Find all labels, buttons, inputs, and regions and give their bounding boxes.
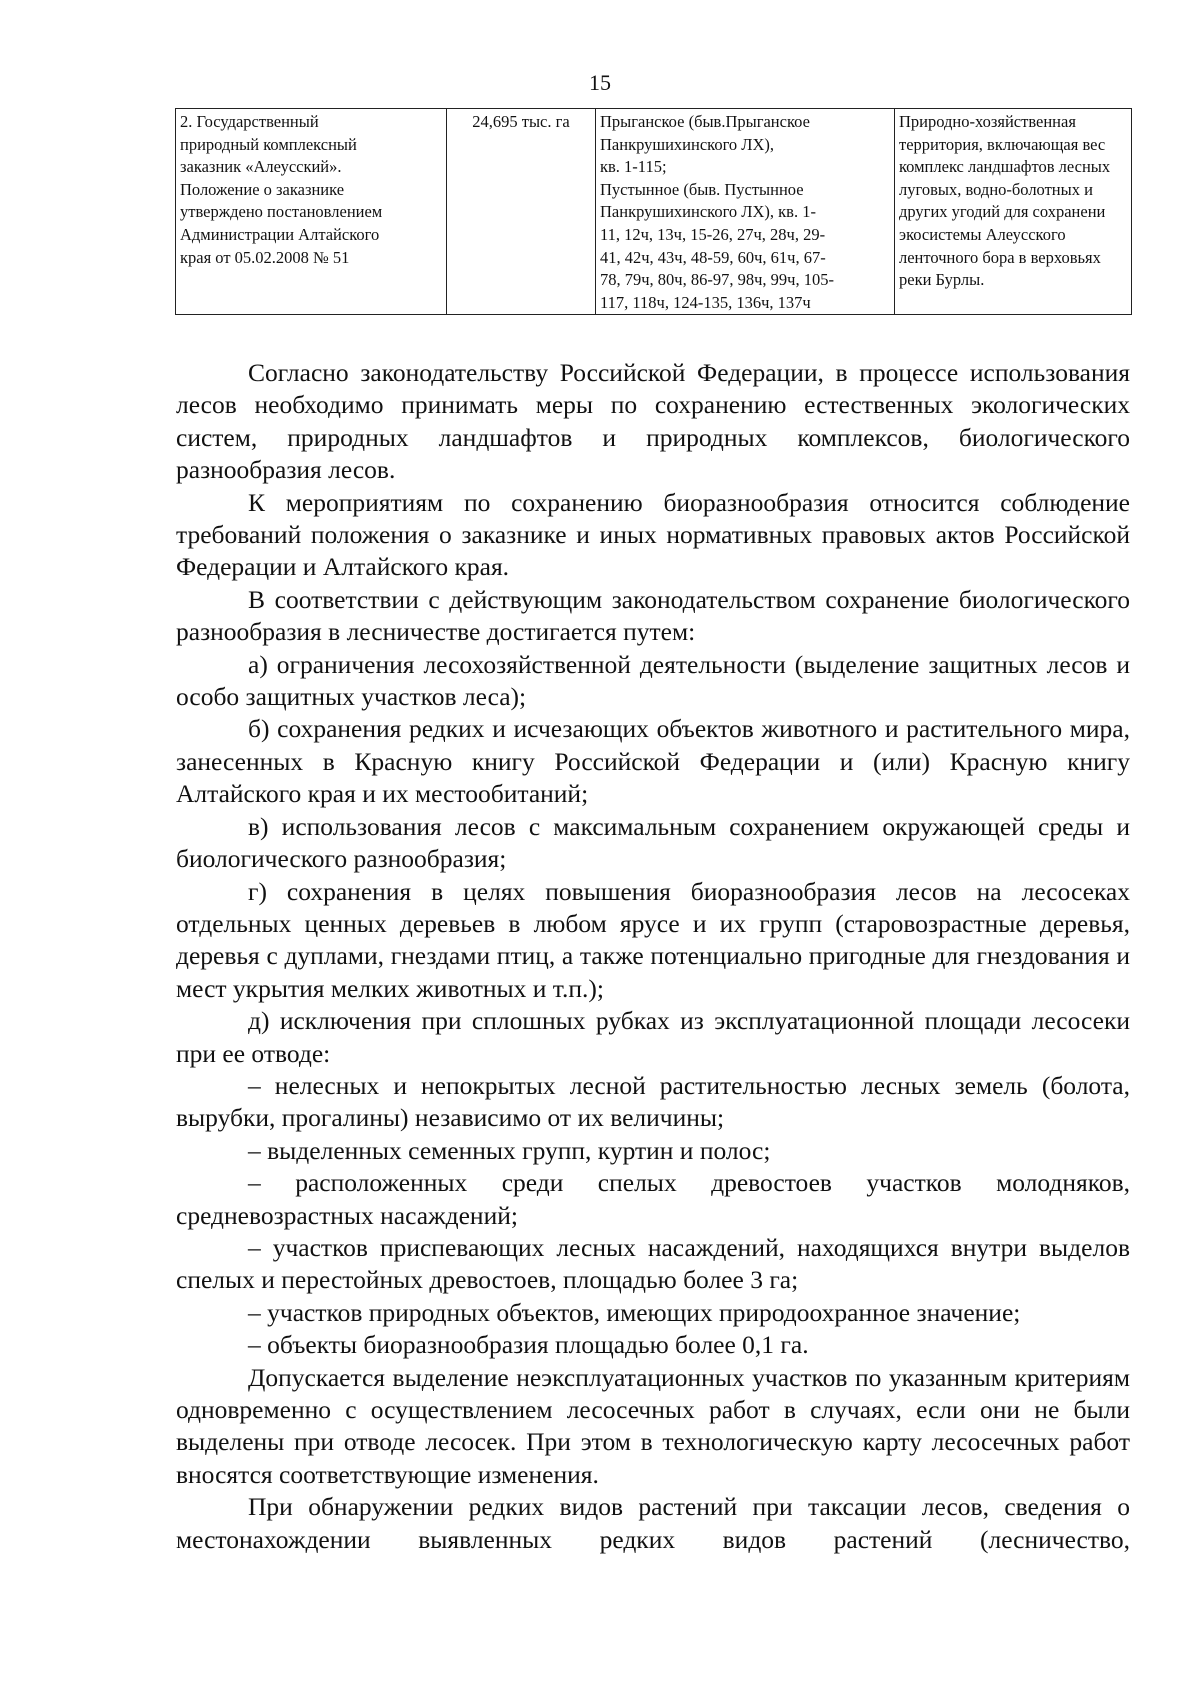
cell-line: природный комплексный: [180, 134, 357, 154]
cell-line: территория, включающая вес: [899, 134, 1106, 154]
cell-line: Природно-хозяйственная: [899, 112, 1076, 131]
cell-line: 2. Государственный: [180, 112, 319, 131]
cell-line: Администрации Алтайского: [180, 224, 380, 244]
cell-line: Пустынное (быв. Пустынное: [600, 179, 804, 199]
cell-line: Панкрушихинского ЛХ), кв. 1-: [600, 202, 816, 222]
cell-line: Панкрушихинского ЛХ),: [600, 134, 775, 154]
cell-line: реки Бурлы.: [899, 270, 985, 290]
cell-line: комплекс ландшафтов лесных: [899, 157, 1111, 177]
cell-line: утверждено постановлением: [180, 202, 383, 222]
cell-line: кв. 1-115;: [600, 157, 667, 177]
list-item: в) использования лесов с максимальным сохранением окружающей среды и биологического разнообразия;: [176, 811, 1130, 874]
list-item: – участков природных объектов, имеющих природоохранное значение;: [248, 1297, 1021, 1327]
list-item: – нелесных и непокрытых лесной растительностью лесных земель (болота, вырубки, прогалины) независимо от их величины;: [176, 1070, 1130, 1133]
cell-line: экосистемы Алеусского: [899, 224, 1066, 244]
cell-location: [596, 109, 895, 315]
protected-area-table: [175, 108, 1132, 315]
list-item: – участков приспевающих лесных насаждений, находящихся внутри выделов спелых и перестойных древостоев, площадью более 3 га;: [176, 1232, 1130, 1295]
cell-line: 41, 42ч, 43ч, 48-59, 60ч, 61ч, 67-: [600, 247, 826, 267]
cell-line: края от 05.02.2008 № 51: [180, 247, 350, 267]
cell-line: Прыганское (быв.Прыганское: [600, 112, 810, 131]
page-number: 15: [589, 70, 611, 95]
cell-line: 11, 12ч, 13ч, 15-26, 27ч, 28ч, 29-: [600, 224, 826, 244]
paragraph: Допускается выделение неэксплуатационных участков по указанным критериям одновременно с осуществлением лесосечных работ в случаях, если они не были выделены при отводе лесосек. При этом в технологическую карту лесосечных работ вносятся соответствующие изменения.: [176, 1362, 1130, 1489]
paragraph: В соответствии с действующим законодательством сохранение биологического разнообразия в лесничестве достигается путем:: [176, 584, 1130, 647]
paragraph: К мероприятиям по сохранению биоразнообразия относится соблюдение требований положения о заказнике и иных нормативных правовых актов Российской Федерации и Алтайского края.: [176, 487, 1130, 582]
list-item: г) сохранения в целях повышения биоразнообразия лесов на лесосеках отдельных ценных деревьев в любом ярусе и их групп (старовозрастные деревья, деревья с дуплами, гнездами птиц, а также потенциально пригодные для гнездования и мест укрытия мелких животных и т.п.);: [176, 876, 1130, 1003]
list-item: – выделенных семенных групп, куртин и полос;: [248, 1135, 771, 1165]
cell-line: заказник «Алеусский».: [180, 157, 342, 177]
paragraph: При обнаружении редких видов растений при таксации лесов, сведения о местонахождении выявленных редких видов растений (лесничество,: [176, 1492, 1130, 1554]
list-item: б) сохранения редких и исчезающих объектов животного и растительного мира, занесенных в Красную книгу Российской Федерации и (или) Красную книгу Алтайского края и их местообитаний;: [176, 714, 1130, 809]
body-text: [176, 357, 1130, 1556]
cell-line: луговых, водно-болотных и: [899, 179, 1093, 199]
list-item: – расположенных среди спелых древостоев участков молодняков, средневозрастных насаждений;: [176, 1168, 1130, 1230]
list-item: д) исключения при сплошных рубках из эксплуатационной площади лесосеки при ее отводе:: [176, 1006, 1130, 1068]
cell-line: 117, 118ч, 124-135, 136ч, 137ч: [600, 292, 811, 312]
list-item: – объекты биоразнообразия площадью более 0,1 га.: [248, 1330, 809, 1360]
cell-line: Положение о заказнике: [180, 179, 345, 199]
table-row: [176, 109, 1132, 315]
cell-line: 78, 79ч, 80ч, 86-97, 98ч, 99ч, 105-: [600, 270, 834, 290]
paragraph: Согласно законодательству Российской Федерации, в процессе использования лесов необходимо принимать меры по сохранению естественных экологических систем, природных ландшафтов и природных комплексов, биологического разнообразия лесов.: [176, 358, 1130, 485]
cell-area-name: [176, 109, 447, 315]
cell-area-size: 24,695 тыс. га: [447, 109, 596, 315]
cell-description: [895, 109, 1132, 315]
cell-line: ленточного бора в верховьях: [899, 247, 1101, 267]
list-item: а) ограничения лесохозяйственной деятельности (выделение защитных лесов и особо защитных участков леса);: [176, 649, 1130, 712]
cell-line: других угодий для сохранени: [899, 202, 1106, 222]
